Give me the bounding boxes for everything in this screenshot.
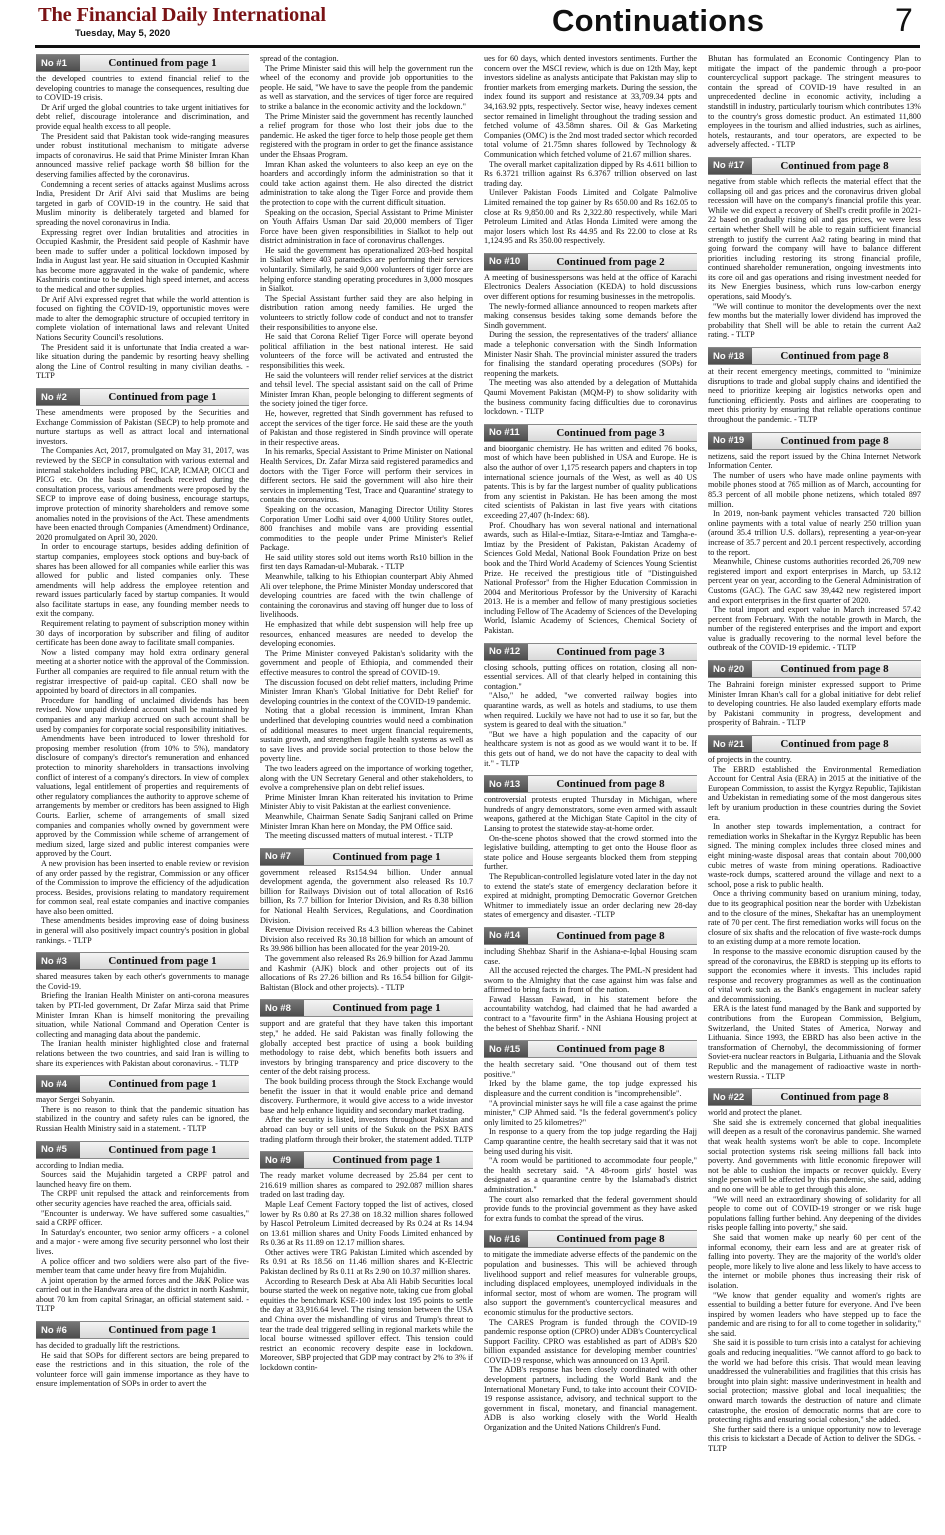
page-number: 7 — [895, 2, 913, 38]
continued-story — [484, 927, 697, 1033]
newspaper-title: The Financial Daily International — [38, 4, 326, 26]
story-paragraph: In order to encourage startups, besides adding definition of startup companies, employees stock options and buy-back of shares has been allowed for all companies while earlier this was allowed for public and listed companies only. These amendments will help address the employee retention and reward issues particularly faced by startup companies. It would also facilitate startups in ease, any founding member needs to exit the company. — [36, 542, 249, 619]
story-paragraph: He said that Corona Relief Tiger Force will operate beyond political affiliation in the best national interest. He said volunteers of the force will be activated and entrusted the responsibilities this week. — [260, 332, 473, 370]
story-number: No #14 — [484, 928, 528, 944]
story-number: No #11 — [484, 425, 528, 441]
story-header-bar — [36, 388, 249, 406]
story-paragraph: The two leaders agreed on the importance of working together, along with the UN Secretary General and other stakeholders, to evolve a comprehensive plan on debt relief issues. — [260, 763, 473, 793]
continued-from-label: Continued from page 1 — [108, 1078, 217, 1091]
story-paragraph: controversial protests erupted Thursday in Michigan, where hundreds of angry demonstrators, some even armed with assault weapons, gathered at the Michigan State Capitol in the city of Lansing to protest the statewide stay-at-home order. — [484, 795, 697, 833]
continued-from-label: Continued from page 1 — [108, 955, 217, 968]
continued-story — [260, 54, 473, 841]
story-paragraph: ues for 60 days, which dented investors sentiments. Further the concern over the MSCI review, which is due on 12th May, kept investors sideline as analysts anticipate that Pakistan may slip to frontier markets from emerging markets. During the session, the index found its support and resistance at 33,709.34 ppts and 34,163.92 ppts, respectively. Sector wise, heavy indexes cement sector remained in limelight throughout the trading session and fetched volume of 43.58mn shares. Oil & Gas Marketing Companies (OMC) is the 2nd most traded sector which recorded total volume of 21.75mn shares followed by Technology & Communication which fetched volume of 21.67 million shares. — [484, 54, 697, 159]
continued-story — [260, 1151, 473, 1372]
story-paragraph: "But we have a high population and the capacity of our healthcare system is not as good as we would want it to be. If this gets out of hand, we do not have the capacity to deal with it." - TLTP — [484, 729, 697, 768]
continued-from-label: Continued from page 8 — [556, 1043, 665, 1056]
continued-from-label: Continued from page 8 — [556, 1233, 665, 1246]
story-header-bar — [36, 952, 249, 970]
story-header-bar — [484, 927, 697, 945]
story-paragraph: Meanwhile, talking to his Ethiopian counterpart Abiy Ahmed Ali over telephone, the Prime Minister Monday underscored that developing countries are faced with the twin challenge of containing the coronavirus and staving off hunger due to loss of livelihoods. — [260, 572, 473, 620]
story-paragraph: Revenue Division received Rs 4.3 billion whereas the Cabinet Division also received Rs 30.18 billion for which an amount of Rs 39.986 billion has been allocated for the year 2019-20. — [260, 925, 473, 954]
story-header-bar — [484, 643, 697, 661]
story-paragraph: During the session, the representatives of the traders' alliance made a telephonic conversation with the Sindh Information Minister Nasir Shah. The provincial minister assured the traders for finalising the standard operating procedures (SOPs) for reopening the markets. — [484, 330, 697, 378]
story-number: No #1 — [36, 55, 80, 71]
story-paragraph: Prof. Choudhary has won several national and international awards, such as Hilal-e-Imtiaz, Sitara-e-Imtiaz and Tamgha-e-Imtiaz by the President of Pakistan, Pakistan Academy of Sciences Gold Medal, National Book Foundation Prize on best book and the Third World Academy of Sciences Young Scientist Prize. He received the prestigious title of "Distinguished National Professor" from the Higher Education Commission in 2004 and Meritorious Professor by the University of Karachi 2013. He is a member and fellow of many prestigious societies including Fellow of The Academy of Sciences of the Developing World, Islamic Academy of Sciences, Chemical Society of Pakistan. — [484, 520, 697, 636]
story-paragraph: A new provision has been inserted to enable review or revision of any order passed by the registrar, Commission or any officer of the Commission to improve the efficiency of the adjudication process. Besides, provisions relating to mandatory requirement for common seal, real estate companies and inactive companies have also been omitted. — [36, 858, 249, 916]
story-paragraph: All the accused rejected the charges. The PML-N president had sworn to the Almighty that the case against him was false and affirmed to bring facts in front of the nation. — [484, 966, 697, 995]
story-number: No #13 — [484, 776, 528, 792]
story-paragraph: A meeting of businesspersons was held at the office of Karachi Electronics Dealers Association (KEDA) to hold discussions over different options for resuming businesses in the metropolis. — [484, 272, 697, 302]
story-paragraph: "Encounter is underway. We have suffered some casualties," said a CRPF officer. — [36, 1208, 249, 1228]
continued-from-label: Continued from page 1 — [108, 1324, 217, 1337]
story-number: No #19 — [708, 433, 752, 449]
story-paragraph: world and protect the planet. — [708, 1108, 802, 1118]
story-paragraph: The CRPF unit repulsed the attack and reinforcements from other security agencies have reached the area, officials said. — [36, 1189, 249, 1208]
continued-story — [708, 347, 921, 425]
story-paragraph: Dr Arif Alvi expressed regret that while the world attention is focused on fighting the COVID-19, opportunistic moves were made to alter the demographic structure of occupied territory in complete violation of international laws and relevant United Nations Security Council's resolutions. — [36, 294, 249, 343]
continued-story — [708, 1088, 921, 1453]
story-paragraph: He emphasized that while debt suspension will help free up resources, enhanced measures are needed to develop the developing economies. — [260, 620, 473, 649]
story-header-bar — [708, 157, 921, 175]
story-paragraph: Bhutan has formulated an Economic Contingency Plan to mitigate the impact of the pandemic through a pro-poor countercyclical support package. The stringent measures to contain the spread of COVID-19 have resulted in an unprecedented decline in economic activity, including a standstill in industry, particularly tourism which contributes 13% to the country's gross domestic product. An estimated 11,800 employees in the tourism and allied industries, such as airlines, hotels, restaurants, and tour operators, are expected to be adversely affected. - TLTP — [708, 54, 921, 150]
story-paragraph: shared measures taken by each other's governments to manage the Covid-19. — [36, 972, 249, 991]
story-paragraph: The CARES Program is funded through the COVID-19 pandemic response option (CPRO) under ADB's Countercyclical Support Facility. CPRO was established as part of ADB's $20 billion expanded assistance for developing member countries' COVID-19 response, which was announced on 13 April. — [484, 1317, 697, 1365]
continued-story — [484, 1040, 697, 1223]
continued-from-label: Continued from page 3 — [556, 645, 665, 658]
story-paragraph: The court also remarked that the federal government should provide funds to the provincial government as they have asked for extra funds to combat the spread of the virus. — [484, 1194, 697, 1223]
story-paragraph: Unilever Pakistan Foods Limited and Colgate Palmolive Limited remained the top gainer by Rs 650.00 and Rs 162.05 to close at Rs 9,850.00 and Rs 2,322.80 respectively, while Mari Petroleum Limited and Atlas Honda Limited were among the major losers which lost Rs 44.95 and Rs 22.00 to close at Rs 1,124.95 and Rs 350.00 respectively. — [484, 188, 697, 246]
story-paragraph: at their recent emergency meetings, committed to "minimize disruptions to trade and global supply chains and identified the need to prioritize keeping air logistics networks open and functioning efficiently. Posts and airlines are cooperating to meet this priority by ensuring that reliable operations continue throughout the pandemic. - TLTP — [708, 367, 921, 424]
story-paragraph: Sources said the Mujahidin targeted a CRPF patrol and launched heavy fire on them. — [36, 1170, 249, 1189]
story-header-bar — [484, 253, 697, 271]
story-paragraph: according to Indian media. — [36, 1160, 124, 1170]
column-2 — [260, 54, 473, 1532]
story-paragraph: The total import and export value in March increased 57.42 percent from February. With the notable growth in March, the number of the registered enterprises and the import and export value is gradually recovering to the normal level before the outbreak of the COVID-19 epidemic. - TLTP — [708, 605, 921, 653]
story-number: No #5 — [36, 1142, 80, 1158]
story-paragraph: In his remarks, Special Assistant to Prime Minister on National Health Services, Dr. Zafar Mirza said registered paramedics and doctors with the Tiger Force will perform their services in different sectors. He said the government will also hire their services in implementing 'Test, Trace and Quarantine' strategy to contain the coronavirus. — [260, 447, 473, 505]
story-paragraph: mayor Sergei Sobyanin. — [36, 1095, 115, 1105]
continued-from-label: Continued from page 8 — [780, 738, 889, 751]
story-paragraph: Noting that a global recession is imminent, Imran Khan underlined that developing countries would need a combination of additional measures to meet urgent financial requirements, sustain growth, and strengthen fragile health systems as well as to save lives and provide social protection to those below the poverty line. — [260, 706, 473, 764]
story-paragraph: spread of the contagion. — [260, 54, 339, 63]
continued-story — [260, 848, 473, 993]
continued-from-label: Continued from page 1 — [332, 1002, 441, 1015]
story-header-bar — [708, 432, 921, 450]
story-paragraph: negative from stable which reflects the material effect that the collapsing oil and gas prices and the coronavirus driven global recession will have on the company's financial profile this year. While we did expect a recovery of Shell's credit profile in 2021-22 based on gradually rising oil and gas prices, we were less certain whether Shell will be able to regain sufficient financial strength to justify the current Aa2 rating bearing in mind that going forward the company will have to balance different priorities including restoring its strong financial profile, continued shareholder remuneration, ongoing investments into its core oil and gas operations and rising investment needed for its New Energies business, which runs low-carbon energy operations, said Moody's. — [708, 176, 921, 302]
story-paragraph: The EBRD established the Environmental Remediation Account for Central Asia (ERA) in 2015 at the initiative of the European Commission, to assist the Kyrgyz Republic, Tajikistan and Uzbekistan in remediating some of the most dangerous sites left by uranium production in these countries during the Soviet era. — [708, 764, 921, 822]
story-paragraph: A police officer and two soldiers were also part of the five-member team that came under heavy fire from Mujahidin. — [36, 1256, 249, 1276]
story-paragraph: The President said it is unfortunate that India created a war-like situation during the pandemic by resorting heavy shelling along the Line of Control resulting in many civilian deaths. - TLTP — [36, 342, 249, 381]
story-paragraph: Prime Minister Imran Khan reiterated his invitation to Prime Minister Abiy to visit Pakistan at the earliest convenience. — [260, 792, 473, 812]
story-paragraph: and bioorganic chemistry. He has written and edited 76 books, most of which have been published in USA and Europe. He is also the author of over 1,175 research papers and chapters in top international science journals of the West, as well as 40 US patents. This is by far the largest number of quality publications from any scientist in Pakistan. He has been among the most cited scientists of Pakistan in last five years with citations exceeding 27,407 (h-Index: 68). — [484, 443, 697, 520]
story-paragraph: The ready market volume decreased by 25.84 per cent to 216.619 million shares as compared to 292.087 million shares traded on last trading day. — [260, 1171, 473, 1200]
story-paragraph: Requirement relating to payment of subscription money within 30 days of incorporation by subscriber and filing of auditor certificate has been done away to facilitate small companies. — [36, 619, 249, 648]
continued-story — [36, 388, 249, 945]
story-number: No #22 — [708, 1089, 752, 1105]
story-number: No #17 — [708, 158, 752, 174]
story-paragraph: According to Research Desk at Aba Ali Habib Securities local bourse started the week on negative note, taking cue from global equities the benchmark KSE-100 index lost 195 points to settle the day at 33,916.64 level. The rising tension between the USA and China over the mishandling of virus and Trump's threat to tear the trade deal triggered selling in regional markets while the local bourse witnessed spillover effect. This tension could restrict an economic recovery despite ease in lockdown. Moreover, SBP projected that GDP may contract by 2% to 3% if lockdown contin- — [260, 1276, 473, 1372]
continued-story — [36, 1321, 249, 1389]
story-paragraph: The Prime Minister said the government has recently launched a relief program for those who lost their jobs due to the pandemic. He asked the tiger force to help those people get them registered with the program in order to get the finance assistance under the Ehsaas Program. — [260, 111, 473, 159]
story-header-bar — [708, 1088, 921, 1106]
story-paragraph: In response to a query from the top judge regarding the Hajj Camp quarantine centre, the health secretary said that it was not being used during his visit. — [484, 1127, 697, 1156]
continued-from-label: Continued from page 1 — [108, 57, 217, 69]
story-paragraph: In Saturday's encounter, two senior army officers - a colonel and a major - were among five security personnel who lost their lives. — [36, 1227, 249, 1256]
story-paragraph: Other actives were TRG Pakistan Limited which ascended by Rs 0.91 at Rs 18.56 on 11.46 million shares and K-Electric Pakistan declined by Rs 0.11 at Rs 2.90 on 10.37 million shares. — [260, 1247, 473, 1277]
story-header-bar — [260, 1151, 473, 1169]
continued-from-label: Continued from page 2 — [556, 255, 665, 268]
story-paragraph: "We know that gender equality and women's rights are essential to building a better future for everyone. And I've been inspired by women leaders who have stepped up to face the pandemic and are rising to for all to come together in solidarity," she said. — [708, 1290, 921, 1338]
story-paragraph: Expressing regret over Indian brutalities and atrocities in Occupied Kashmir, the President said people of Kashmir have been made to suffer under a political lockdown imposed by India in August last year. He said situation in Occupied Kashmir has become more aggravated in the wake of pandemic, where Kashmiris continue to be denied high speed internet, and access to the medical and other supplies. — [36, 227, 249, 295]
story-paragraph: The Republican-controlled legislature voted later in the day not to extend the state's state of emergency declaration before it expired at midnight, prompting Democratic Governor Gretchen Whitmer to immediately issue an order declaring new 28-day states of emergency and disaster. -TLTP — [484, 871, 697, 920]
story-paragraph: to mitigate the immediate adverse effects of the pandemic on the population and businesses. This will be achieved through livelihood support and relief measures for vulnerable groups, including displaced employees, unemployed individuals in the informal sector, most of whom are women. The program will also support the government's countercyclical measures and economic stimulus for the productive sectors. — [484, 1250, 697, 1317]
story-paragraph: has decided to gradually lift the restrictions. — [36, 1341, 180, 1351]
story-paragraph: Meanwhile, Chairman Senate Sadiq Sanjrani called on Prime Minister Imran Khan here on Monday, the PM Office said. — [260, 811, 473, 831]
continued-story — [260, 999, 473, 1144]
story-paragraph: The book building process through the Stock Exchange would benefit the issuer in that it would enable price and demand discovery. Furthermore, it would give access to a wide investor base and help enhance liquidity and secondary market trading. — [260, 1076, 473, 1115]
continued-from-label: Continued from page 8 — [780, 350, 889, 363]
issue-date: Tuesday, May 5, 2020 — [75, 28, 171, 39]
continued-story — [484, 775, 697, 920]
continued-story — [708, 157, 921, 340]
story-paragraph: the health secretary said. "One thousand out of them test positive." — [484, 1060, 697, 1079]
story-paragraph: In another step towards implementation, a contract for remediation works in Shekaftar in the Kyrgyz Republic has been signed. The mining complex includes three closed mines and eight mining-waste disposal areas that contain about 700,000 cubic metres of waste from mining operations. Radioactive waste-rock dumps, scattered around the village and next to a school, pose a risk to public health. — [708, 822, 921, 889]
story-paragraph: Imran Khan asked the volunteers to also keep an eye on the hoarders and accordingly inform the administration so that it could take action against them. He also directed the district administration to take along the Tiger Force and provide them the protection to cope with the current difficult situation. — [260, 159, 473, 207]
story-paragraph: He said the volunteers will render relief services at the district and tehsil level. The special assistant said on the call of Prime Minister Imran Khan, people belonging to different segments of the society joined the tiger force. — [260, 370, 473, 409]
continued-from-label: Continued from page 1 — [108, 1143, 217, 1156]
column-1 — [36, 54, 249, 1532]
story-paragraph: The President said that Pakistan took wide-ranging measures under robust institutional mechanism to mitigate adverse impacts of coronavirus. He said that Prime Minister Imran Khan announced massive relief package worth $8 billion for the deserving families affected by the coronavirus. — [36, 131, 249, 179]
column-4 — [708, 54, 921, 1532]
story-paragraph: Condemning a recent series of attacks against Muslims across India, President Dr Arif Alvi said that Muslims are being targeted in garb of COVID-19 in the country. He said that Muslim minority is deliberately targeted and blamed for spreading the novel coronavirus in India. — [36, 179, 249, 227]
column-3 — [484, 54, 697, 1532]
story-paragraph: The discussion focused on debt relief matters, including Prime Minister Imran Khan's 'Global Initiative for Debt Relief' for developing countries in the context of the COVID-19 pandemic. — [260, 677, 473, 706]
continued-story — [484, 643, 697, 769]
story-paragraph: The ADB's response has been closely coordinated with other development partners, including the World Bank and the International Monetary Fund, to take into account their COVID-19 response assistance, advisory, and technical support to the government in fiscal, monetary, and financial management. ADB is also working closely with the World Health Organization and the United Nations Children's Fund. — [484, 1365, 697, 1433]
story-paragraph: These amendments besides improving ease of doing business in general will also positively impact country's position in global rankings. - TLTP — [36, 916, 249, 945]
continued-from-label: Continued from page 8 — [780, 434, 889, 447]
story-paragraph: "A room would be partitioned to accommodate four people," the health secretary said. "A 48-room girls' hostel was designated as a quarantine centre by the Islamabad's district administration." — [484, 1156, 697, 1194]
story-paragraph: Speaking on the occasion, Managing Director Utility Stores Corporation Umer Lodhi said over 4,000 Utility Stores outlet, 800 franchises and mobile vans are providing essential commodities to the people under Prime Minister's Relief Package. — [260, 504, 473, 553]
story-header-bar — [708, 735, 921, 753]
story-header-bar — [484, 775, 697, 793]
story-paragraph: The Special Assistant further said they are also helping in distribution ration among needy families. He urged the volunteers to strictly follow code of conduct and not to transfer their responsibilities to anyone else. — [260, 293, 473, 332]
article-columns — [36, 54, 920, 1532]
story-number: No #7 — [260, 849, 304, 865]
continued-story — [484, 54, 697, 246]
story-number: No #9 — [260, 1152, 304, 1168]
story-header-bar — [260, 999, 473, 1017]
story-number: No #2 — [36, 389, 80, 405]
story-paragraph: Maple Leaf Cement Factory topped the list of actives, closed lower by Rs 0.80 at Rs 27.38 on 18.32 million shares followed by Hascol Petroleum Limited decreased by Rs 0.24 at Rs 14.94 on 13.61 million shares and Unity Foods Limited enhanced by Rs 0.36 at Rs 11.89 on 12.17 million shares. — [260, 1199, 473, 1248]
continued-story — [36, 1075, 249, 1133]
continued-story — [484, 253, 697, 417]
story-paragraph: On-the-scene photos showed that the crowd stormed into the legislative building, attempting to get onto the House floor as state police and House sergeants blocked them from stepping further. — [484, 833, 697, 872]
continued-from-label: Continued from page 8 — [780, 1091, 889, 1104]
story-paragraph: He, however, regretted that Sindh government has refused to accept the services of the tiger force. He said these are the youth of Pakistan and those registered in Sindh province will operate in their respective areas. — [260, 408, 473, 447]
story-paragraph: She said it is possible to turn crisis into a catalyst for achieving goals and reducing inequalities. "We cannot afford to go back to the world we had before this crisis. That would mean leaving unaddressed the vulnerabilities and fragilities that this crisis has brought into plain sight: massive underinvestment in health and social protection; massive global and local inequalities; the onward march towards the destruction of nature and climate catastrophe, the erosion of democratic norms that are core to protecting rights and ensuring social cohesion," she added. — [708, 1338, 921, 1425]
story-header-bar — [36, 1321, 249, 1339]
story-paragraph: The Companies Act, 2017, promulgated on May 31, 2017, was reviewed by the SECP in consultation with various external and internal stakeholders including PBC, ICAP, ICMAP, OICCI and PICG etc. On the basis of feedback received during the consultation process, various amendments were proposed by the SECP to improve ease of doing business, encourage startups, improve protection of minority shareholders and remove some anomalies noted in the provisions of the Act. These amendments have been enacted through Companies (Amendment) Ordinance, 2020 promulgated on April 30, 2020. — [36, 446, 249, 542]
story-paragraph: The meeting discussed matters of mutual interest. - TLTP — [265, 831, 454, 841]
continued-from-label: Continued from page 1 — [332, 850, 441, 863]
story-paragraph: The newly-formed alliance announced to reopen markets after making consensus besides taking some demands before the Sindh government. — [484, 301, 697, 330]
story-header-bar — [36, 54, 249, 72]
story-number: No #16 — [484, 1231, 528, 1247]
masthead — [0, 0, 945, 50]
continued-from-label: Continued from page 1 — [332, 1154, 441, 1167]
story-paragraph: She said that women make up nearly 60 per cent of the informal economy, their earn less and are at greater risk of falling into poverty. They are the majority of the world's older people, more likely to live alone and less likely to have access to the internet or mobile phones thus increasing their risk of isolation. — [708, 1232, 921, 1290]
story-paragraph: Now a listed company may hold extra ordinary general meeting at a shorter notice with the approval of the Commission. Further all companies are required to file annual return with the registrar irrespective of paid-up capital. CEO shall now be appointed by board of directors in all companies. — [36, 647, 249, 696]
story-paragraph: support and are grateful that they have taken this important step," he added. He said Pakistan was finally following the globally accepted best practice of using a book building methodology to raise debt, which benefits both issuers and investors by bringing transparency and price discovery to the center of the debt raising process. — [260, 1019, 473, 1077]
story-paragraph: The Prime Minister said this will help the government run the wheel of the economy and provide job opportunities to the people. He said, "We have to save the people from the pandemic as well as starvation, and the services of tiger force are required to strike a balance in the economic activity and the lockdown." — [260, 63, 473, 111]
section-title: Continuations — [552, 3, 765, 38]
story-number: No #8 — [260, 1000, 304, 1016]
story-number: No #6 — [36, 1322, 80, 1338]
story-paragraph: She further said there is a unique opportunity now to leverage this crisis to kickstart a Decade of Action to deliver the SDGs. - TLTP — [708, 1424, 921, 1453]
continued-story — [36, 952, 249, 1068]
story-header-bar — [36, 1141, 249, 1159]
story-paragraph: Meanwhile, Chinese customs authorities recorded 26,709 new registered import and export enterprises in March, up 53.12 percent year on year, according to the General Administration of Customs (GAC). The GAC saw 39,442 new registered import and export enterprises in the first quarter of 2020. — [708, 557, 921, 605]
story-paragraph: Fawad Hassan Fawad, in his statement before the accountability watchdog, had claimed that he had awarded a contract to a "favourite firm" in the Ashiana Housing project at the behest of Shehbaz Sharif. - NNI — [484, 994, 697, 1033]
story-paragraph: Briefing the Iranian Health Minister on anti-corona measures taken by PTI-led government, Dr Zafar Mirza said that Prime Minister Imran Khan is himself monitoring the prevailing situation, while National Command and Operation Center is collecting and managing data about the pandemic. — [36, 991, 249, 1039]
story-header-bar — [484, 1230, 697, 1248]
story-paragraph: government released Rs154.94 billion. Under annual development agenda, the government also released Rs 10.7 billion for Railways Division out of total allocation of Rs16 billion, Rs 7.7 billion for Interior Division, and Rs 8.38 billion for National Health Services, Regulations, and Coordination Division. — [260, 867, 473, 925]
story-paragraph: Speaking on the occasion, Special Assistant to Prime Minister on Youth Affairs Usman Dar said 20,000 members of Tiger Force have been given responsibilities in Sialkot to help out district administration in face of coronavirus challenges. — [260, 207, 473, 246]
story-paragraph: The government also released Rs 26.9 billion for Azad Jammu and Kashmir (AJK) block and other projects out of its allocations of Rs 27.26 billion and Rs 16.54 billion for Gilgit-Baltistan (Block and other projects). - TLTP — [260, 954, 473, 992]
story-paragraph: "Also," he added, "we converted railway bogies into quarantine wards, as well as hotels and stadiums, to use them when required. Luckily we have not had to use it so far, but the system is geared to deal with the situation." — [484, 691, 697, 730]
story-header-bar — [484, 424, 697, 442]
story-paragraph: The Iranian health minister highlighted close and fraternal relations between the two countries, and said Iran is willing to share its experiences with Pakistan about coronavirus. - TLTP — [36, 1039, 249, 1068]
story-paragraph: of projects in the country. — [708, 755, 792, 765]
story-paragraph: the developed countries to extend financial relief to the developing countries to manage the consequences, resulting due to COVID-19 crisis. — [36, 74, 249, 103]
story-number: No #21 — [708, 736, 752, 752]
story-paragraph: The number of users who have made online payments with mobile phones stood at 765 million as of March, accounting for 85.3 percent of all mobile phone netizens, which totaled 897 million. — [708, 470, 921, 509]
story-paragraph: ERA is the latest fund managed by the Bank and supported by contributions from the European Commission, Belgium, Switzerland, the United States of America, Norway and Lithuania. Since 1993, the EBRD has also been active in the transformation of Chernobyl, the decommissioning of former Soviet-era nuclear reactors in Bulgaria, Lithuania and the Slovak Republic and the management of radioactive waste in north-western Russia. - TLTP — [708, 1004, 921, 1081]
story-number: No #15 — [484, 1041, 528, 1057]
story-paragraph: She said she is extremely concerned that global inequalities will deepen as a result of the coronavirus pandemic. She warned that weak health systems won't be able to cope. Incomplete social protection systems risk seeing millions fall back into poverty. And governments with little economic firepower will not be able to cushion the impacts or recover quickly. Every single person will be affected by this pandemic, she said, adding and no one will be able to get through this alone. — [708, 1117, 921, 1194]
story-header-bar — [484, 1040, 697, 1058]
story-number: No #3 — [36, 953, 80, 969]
story-paragraph: He said utility stores sold out items worth Rs10 billion in the first ten days Ramadan-ul-Mubarak. - TLTP — [260, 552, 473, 572]
continued-from-label: Continued from page 8 — [556, 778, 665, 791]
story-paragraph: The overall market capitalization dipped by Rs 4.611 billion to Rs 6.3721 trillion against Rs 6.3767 trillion observed on last trading day. — [484, 159, 697, 188]
story-paragraph: After the security is listed, investors throughout Pakistan and abroad can buy or sell units of the Sukuk on the PSX BATS trading platform through their broker, the statement added. TLTP — [260, 1115, 473, 1144]
story-paragraph: closing schools, putting offices on rotation, closing all non-essential services. All of that clearly helped in containing this contagion." — [484, 662, 697, 691]
story-header-bar — [260, 848, 473, 866]
continued-story — [484, 1230, 697, 1432]
story-number: No #12 — [484, 644, 528, 660]
story-paragraph: Procedure for handling of unclaimed dividends has been revised. Now unpaid dividend account shall be maintained by companies and any markup accrued on such account shall be used by companies for corporate social responsibility initiatives. — [36, 695, 249, 734]
story-paragraph: "We will continue to monitor the developments over the next few months but the materially lower dividend has improved the probability that Shell will be able to retain the current Aa2 rating. - TLTP — [708, 301, 921, 340]
continued-from-label: Continued from page 3 — [556, 426, 665, 439]
continued-story — [36, 54, 249, 381]
story-paragraph: A joint operation by the armed forces and the J&K Police was carried out in the Handwara area of the district in north Kashmir, about 70 km from capital Srinagar, an official statement said. - TLTP — [36, 1275, 249, 1314]
continued-story — [708, 54, 921, 150]
continued-story — [708, 735, 921, 1081]
continued-story — [36, 1141, 249, 1315]
continued-story — [484, 424, 697, 636]
story-paragraph: In 2019, non-bank payment vehicles transacted 720 billion online payments with a total value of nearly 250 trillion yuan (around 35.4 trillion U.S. dollars), representing a year-on-year increase of 35.7 percent and 20.1 percent respectively, according to the report. — [708, 509, 921, 557]
story-paragraph: "We will need an extraordinary showing of solidarity for all people to come out of COVID-19 stronger or we risk huge populations falling further behind. Any deepening of the divides risks people falling into poverty," she said. — [708, 1194, 921, 1233]
continued-story — [708, 660, 921, 728]
story-paragraph: He said that SOPs for different sectors are being prepared to ease the restrictions and in this situation, the role of the volunteer force will gain immense importance as they have to ensure implementation of SOPs in order to avert the — [36, 1350, 249, 1389]
story-header-bar — [36, 1075, 249, 1093]
story-paragraph: The Prime Minister conveyed Pakistan's solidarity with the government and people of Ethiopia, and commended their effective measures to control the spread of COVID-19. — [260, 648, 473, 677]
story-number: No #18 — [708, 348, 752, 364]
continued-from-label: Continued from page 8 — [556, 929, 665, 942]
story-paragraph: There is no reason to think that the pandemic situation has stabilized in the country and safety rules can be ignored, the Russian Health Ministry said in a statement. - TLTP — [36, 1104, 249, 1133]
story-paragraph: The meeting was also attended by a delegation of Muttahida Qaumi Movement Pakistan (MQM-P) to show solidarity with the business community facing difficulties due to coronavirus lockdown. - TLTP — [484, 378, 697, 417]
story-paragraph: In response to the massive economic disruption caused by the spread of the coronavirus, the EBRD is stepping up its efforts to support the economies where it invests. This includes rapid response and recovery programmes as well as the continuation of vital work such as the Bank's engagement in nuclear safety and decommissioning. — [708, 946, 921, 1004]
story-paragraph: The Bahraini foreign minister expressed support to Prime Minister Imran Khan's call for a global initiative for debt relief to developing countries. He also lauded exemplary efforts made by Pakistani community in progress, development and prosperity of Bahrain. - TLTP — [708, 680, 921, 728]
story-header-bar — [708, 660, 921, 678]
continued-from-label: Continued from page 1 — [108, 391, 217, 403]
story-paragraph: Dr Arif urged the global countries to take urgent initiatives for debt relief, discourage intolerance and discrimination, and provide equal health excess to all people. — [36, 102, 249, 131]
continued-from-label: Continued from page 8 — [780, 159, 889, 172]
story-paragraph: Once a thriving community based on uranium mining, today, due to its geographical position near the border with Uzbekistan and to the closure of the mines, Shekaftar has an unemployment rate of 70 per cent. The first remediation works will focus on the closure of six shafts and the relocation of five waste-rock dumps to an existing dump at a more remote location. — [708, 889, 921, 947]
story-paragraph: "A provincial minister says he will file a case against the prime minister," CJP Ahmed said. "Is the federal government's policy only limited to 25 kilometres?" — [484, 1098, 697, 1127]
story-number: No #4 — [36, 1076, 80, 1092]
story-paragraph: Amendments have been introduced to lower threshold for proposing member resolution (from 10% to 5%), mandatory disclosure of company's director's remuneration and enhanced protection to minority shareholders in transactions involving conflict of interest of a company's directors. In view of complex valuations, legal entitlement of properties and requirements of other regulatory compliances the authority to approve scheme of arrangements by member or creditors has been assigned to High Courts. Earlier, scheme of arrangements of small sized companies and companies wholly owned by government were approved by the Commission while scheme of arrangement of medium sized, large sized and public interest companies were approved by the Court. — [36, 734, 249, 859]
story-paragraph: These amendments were proposed by the Securities and Exchange Commission of Pakistan (SECP) to help promote and nurture startups as well as attract local and international investors. — [36, 408, 249, 446]
masthead-rule — [35, 45, 920, 48]
story-number: No #20 — [708, 661, 752, 677]
story-number: No #10 — [484, 254, 528, 270]
story-paragraph: including Shehbaz Sharif in the Ashiana-e-Iqbal Housing scam case. — [484, 946, 697, 966]
continued-story — [708, 432, 921, 653]
story-paragraph: Irked by the blame game, the top judge expressed his displeasure and the current condition is "incomprehensible". — [484, 1079, 697, 1099]
story-paragraph: He said the government has operationalized 203-bed hospital in Sialkot where 403 paramedics are performing their services voluntarily. Similarly, he said 9,000 volunteers of tiger force are helping enforce standing operating procedures in 3,000 mosques in Sialkot. — [260, 245, 473, 294]
story-paragraph: netizens, said the report issued by the China Internet Network Information Center. — [708, 451, 921, 471]
continued-from-label: Continued from page 8 — [780, 663, 889, 676]
story-header-bar — [708, 347, 921, 365]
